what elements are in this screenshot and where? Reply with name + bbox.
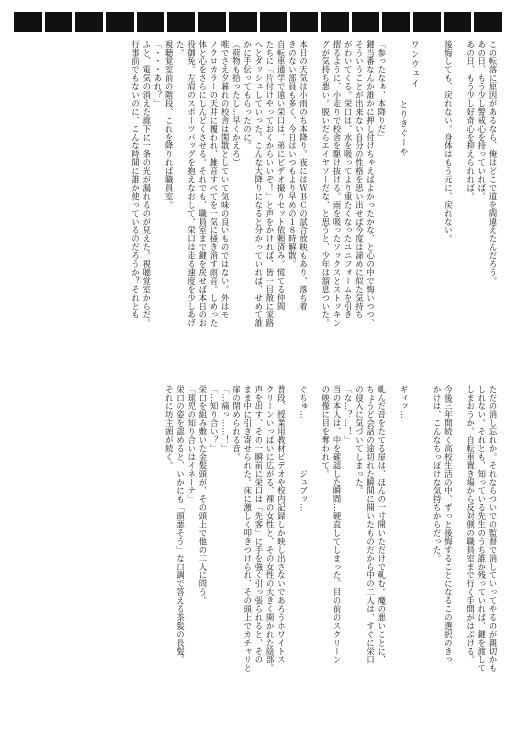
text-line: グが気持ち悪い。脱いだらエイヤソーだな、と思うと、少年は溜息ついた。	[320, 40, 331, 328]
text-line: きのない部員も多く、今日はいつもより早めの１８時解散。	[287, 40, 298, 269]
header-block	[106, 12, 134, 32]
text-line: 軋んだ音をたてる扉は、ほんの一寸開いただけで軋む。魔の悪いことに、	[376, 385, 387, 664]
blank-line	[286, 385, 297, 710]
text-line: 体と心をさらにしんどくさせる。それでも、職員室まで鍵を戻せば本日のお	[197, 40, 208, 328]
header-block	[137, 12, 165, 32]
text-line: 「…知り合い？」	[209, 385, 220, 453]
text-line: へとダッシュしていった。こんな大降りになると分かっていれば、せめて誰	[253, 40, 264, 328]
text-line: 栄口の姿を認めると、いかにも「頭悪そう」な口調で答える茶髪の長髪。	[175, 385, 186, 664]
header-block	[321, 12, 349, 32]
text-line: ただの消し忘れか。それならついでの監督で消していってやるのが親切かも	[488, 385, 498, 673]
story-title: ワンウェイ	[410, 40, 421, 89]
text-line: 行事前でもないのに、こんな時間に誰か使っているのだろうか？それとも	[130, 40, 141, 319]
text-line: しまおうか。自転車置き場から反対側の職員室まで行く手間がはぶける。	[465, 385, 476, 664]
text-line: （荷物も拾ったし…早くかえろ）	[231, 40, 242, 167]
text-line: 自転車通学で遠い栄口は、弟にビデオ撮りセット依頼済み。慌てる仲間	[276, 40, 287, 311]
blank-line	[387, 40, 398, 350]
header-block	[75, 12, 103, 32]
text-line: それに坊主頭が続く。	[164, 385, 175, 470]
text-line: ノクロカラーの天井に覆われ、雑音すべてを一気に掻き消す雨音。しめった	[208, 40, 219, 328]
text-line: 「な…？…！」	[343, 385, 354, 445]
header-block	[444, 12, 472, 32]
header-block	[382, 12, 410, 32]
header-block	[14, 12, 42, 32]
text-line: かけは、こんなちっぽけな気持ちからだった。	[432, 385, 443, 563]
text-line: ギィッ…	[398, 385, 409, 419]
blank-line	[309, 40, 320, 350]
text-line: かに手伝ってもらったのに。	[242, 40, 253, 150]
blank-line	[420, 40, 431, 350]
blank-line	[453, 40, 464, 350]
text-line: ぐちゅ… ジュブッ…	[298, 385, 309, 512]
text-line: あの日、もう少し好奇心を抑えられれば。	[465, 40, 476, 201]
text-line: そういうことが出来ない自分の性格を思い出せば今度は諦めに似た気持ち	[354, 40, 365, 319]
text-line: 視聴覚室前の階段、これを降りれば職員室。	[164, 40, 175, 209]
text-line: 鍵当番なんか誰かに押し付けちゃえばよかったかな、と心の中で悔いつつ、	[365, 40, 376, 328]
header-block	[413, 12, 441, 32]
header-block	[45, 12, 73, 32]
blank-line	[431, 40, 442, 350]
text-line: 「球児の知り合いはイネーナ」	[186, 385, 197, 504]
text-line: 本日の天気は小雨のち本降り。夜にはＷＢＣの試合放映もあり、落ち着	[298, 40, 309, 311]
text-line: た。	[175, 40, 186, 57]
text-line: 役御免。左肩のスポーツバッグを抱えなおして、栄口は走る速度を少しあげ	[186, 40, 197, 328]
text-line: の映像に目を奪われて。	[320, 385, 331, 478]
blank-line	[453, 385, 464, 710]
header-block	[198, 12, 226, 32]
header-block	[260, 12, 288, 32]
text-line: クリーンいっぱいに広がる、裸の女性と、その女性の大きく開かれた陰部。	[265, 385, 276, 673]
text-line: 普段、授業用教材ビデオや校内記録しか映し出さないであろうホワイトス	[276, 385, 287, 664]
upper-text-block	[18, 40, 498, 350]
text-line: 「…痛っ……！」	[220, 385, 231, 453]
text-line: 「・・・あれ？」	[152, 40, 163, 108]
text-line: 声を出す、その一瞬前に栄口は「先客」に手を強く引っ張られると、その	[253, 385, 264, 664]
text-line: ちょうど会話の途切れた瞬間に開いたものだから中の二人は、すぐに栄口	[365, 385, 376, 664]
text-line: ふと、電気の消えた廊下に一条の光が漏れるのが見えた。視聴覚室からだ。	[141, 40, 152, 328]
blank-line	[387, 385, 398, 710]
header-block	[290, 12, 318, 32]
header-bar	[14, 12, 502, 32]
text-line: 唯でさえ夕暮れの校舎は閑散としていて気味の良いものではない。外はモ	[220, 40, 231, 319]
text-line: あの日、もう少し警戒心を持っていれば。	[476, 40, 487, 201]
text-line: 後悔しても、戻れない。身体はもう元に、戻れない。	[443, 40, 454, 243]
story-author: とりきぐーや	[398, 100, 409, 157]
blank-line	[409, 385, 420, 710]
text-line: の侵入に気づいてしまった。	[354, 385, 365, 495]
text-line: 今後三年間続く高校生活の中、ずっと後悔することになるこの選択のきっ	[443, 385, 454, 664]
header-block	[229, 12, 257, 32]
document-page	[18, 40, 498, 716]
header-block	[474, 12, 502, 32]
header-block	[167, 12, 195, 32]
text-line: たちに「片付けやっておくからいいぞ！」と声をかければ、皆一目散に家路	[264, 40, 275, 328]
text-line: 当の本人は、中を確認した瞬間…硬直してしまった。目の前のスクリーン	[331, 385, 342, 664]
text-line: この転落に原因があるなら、俺はどこで道を間違えたんだろう。	[488, 40, 498, 286]
text-line: 栄口を組み敷いた金髪頭が、その頭上で他の二人に問う。	[197, 385, 208, 605]
text-line: がわいてくる。栄口は、水を吸ってより重たくなったユニフォームを引き	[343, 40, 354, 319]
text-line: しれない。それとも、知っている先生のうち誰か残っていれば、鍵を渡して	[476, 385, 487, 673]
blank-line	[420, 385, 431, 710]
blank-line	[309, 385, 320, 710]
text-line: 摺るように、小走りで校舎を駆け抜ける。雨を吸ったソックスとストッキン	[331, 40, 342, 328]
text-line: まま中に引き寄せられた。床に激しく叩きつけられ、その頭上でカチャリと	[242, 385, 253, 673]
text-line: 「参ったなぁ、本降りだ」	[376, 40, 387, 142]
header-block	[352, 12, 380, 32]
lower-text-block	[18, 385, 498, 710]
text-line: 扉の閉められる音。	[231, 385, 242, 462]
